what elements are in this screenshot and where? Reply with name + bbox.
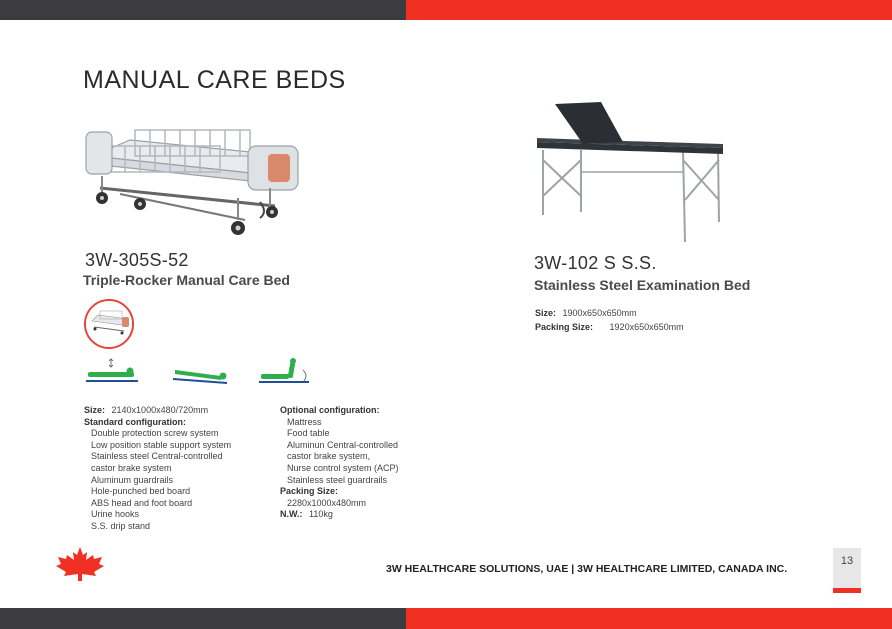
net-weight-value: 110kg (309, 509, 333, 520)
standard-item: Urine hooks (91, 509, 140, 520)
trendelenburg-position-icon (171, 358, 229, 386)
bottom-bar-dark (0, 608, 406, 629)
product1-specs-col2 (280, 405, 399, 521)
fowler-position-icon (257, 358, 315, 386)
optional-item: Nurse control system (ACP) (287, 462, 399, 473)
standard-item: Aluminum guardrails (91, 474, 174, 485)
care-bed-image (80, 116, 305, 241)
net-weight-label: N.W.: (280, 509, 303, 520)
standard-item: S.S. drip stand (91, 520, 151, 531)
page-number-box (833, 548, 861, 593)
top-bar-red (406, 0, 892, 20)
standard-item: ABS head and foot board (91, 497, 193, 508)
maple-leaf-icon (54, 546, 106, 582)
product2-size (535, 308, 637, 318)
top-bar-dark (0, 0, 406, 20)
height-position-icon (84, 358, 140, 386)
product1-size (84, 405, 231, 417)
product2-size-value: 1900x650x650mm (562, 308, 637, 318)
product1-specs-col1 (84, 405, 231, 533)
packing-size-value: 2280x1000x480mm (287, 497, 367, 508)
optional-item: Food table (287, 428, 330, 439)
footer-company-text: 3W HEALTHCARE SOLUTIONS, UAE | 3W HEALTHCARE LIMITED, CANADA INC. (386, 563, 788, 575)
examination-bed-image (533, 100, 728, 245)
optional-config-label: Optional configuration: (280, 405, 380, 415)
product1-size-label: Size: (84, 405, 106, 415)
product2-packing-value: 1920x650x650mm (609, 322, 684, 332)
product2-packing (535, 322, 684, 332)
product1-name: Triple-Rocker Manual Care Bed (83, 272, 290, 288)
page-title: MANUAL CARE BEDS (83, 66, 346, 94)
packing-size-label: Packing Size: (280, 486, 339, 497)
product2-name: Stainless Steel Examination Bed (534, 277, 751, 293)
product1-thumbnail[interactable] (84, 299, 134, 349)
standard-config-label: Standard configuration: (84, 416, 186, 427)
care-bed-thumbnail-image (86, 301, 132, 347)
optional-item: Stainless steel guardrails (287, 474, 388, 485)
standard-item: Stainless steel Central-controlled (91, 451, 223, 462)
product2-size-label: Size: (535, 308, 557, 318)
page-number: 13 (840, 555, 854, 567)
optional-item: Aluminun Central-controlled (287, 439, 399, 450)
standard-item: Double protection screw system (91, 428, 219, 439)
product1-size-value: 2140x1000x480/720mm (111, 405, 209, 415)
product1-model: 3W-305S-52 (85, 250, 189, 270)
optional-item: Mattress (287, 416, 322, 427)
standard-item: castor brake system (91, 462, 172, 473)
product2-model: 3W-102 S S.S. (534, 253, 657, 273)
product2-packing-label: Packing Size: (535, 322, 594, 332)
page-number-accent (833, 588, 861, 593)
optional-item: castor brake system, (287, 451, 371, 462)
standard-item: Hole-punched bed board (91, 486, 191, 497)
bottom-bar-red (406, 608, 892, 629)
standard-item: Low position stable support system (91, 439, 232, 450)
net-weight (280, 509, 399, 521)
